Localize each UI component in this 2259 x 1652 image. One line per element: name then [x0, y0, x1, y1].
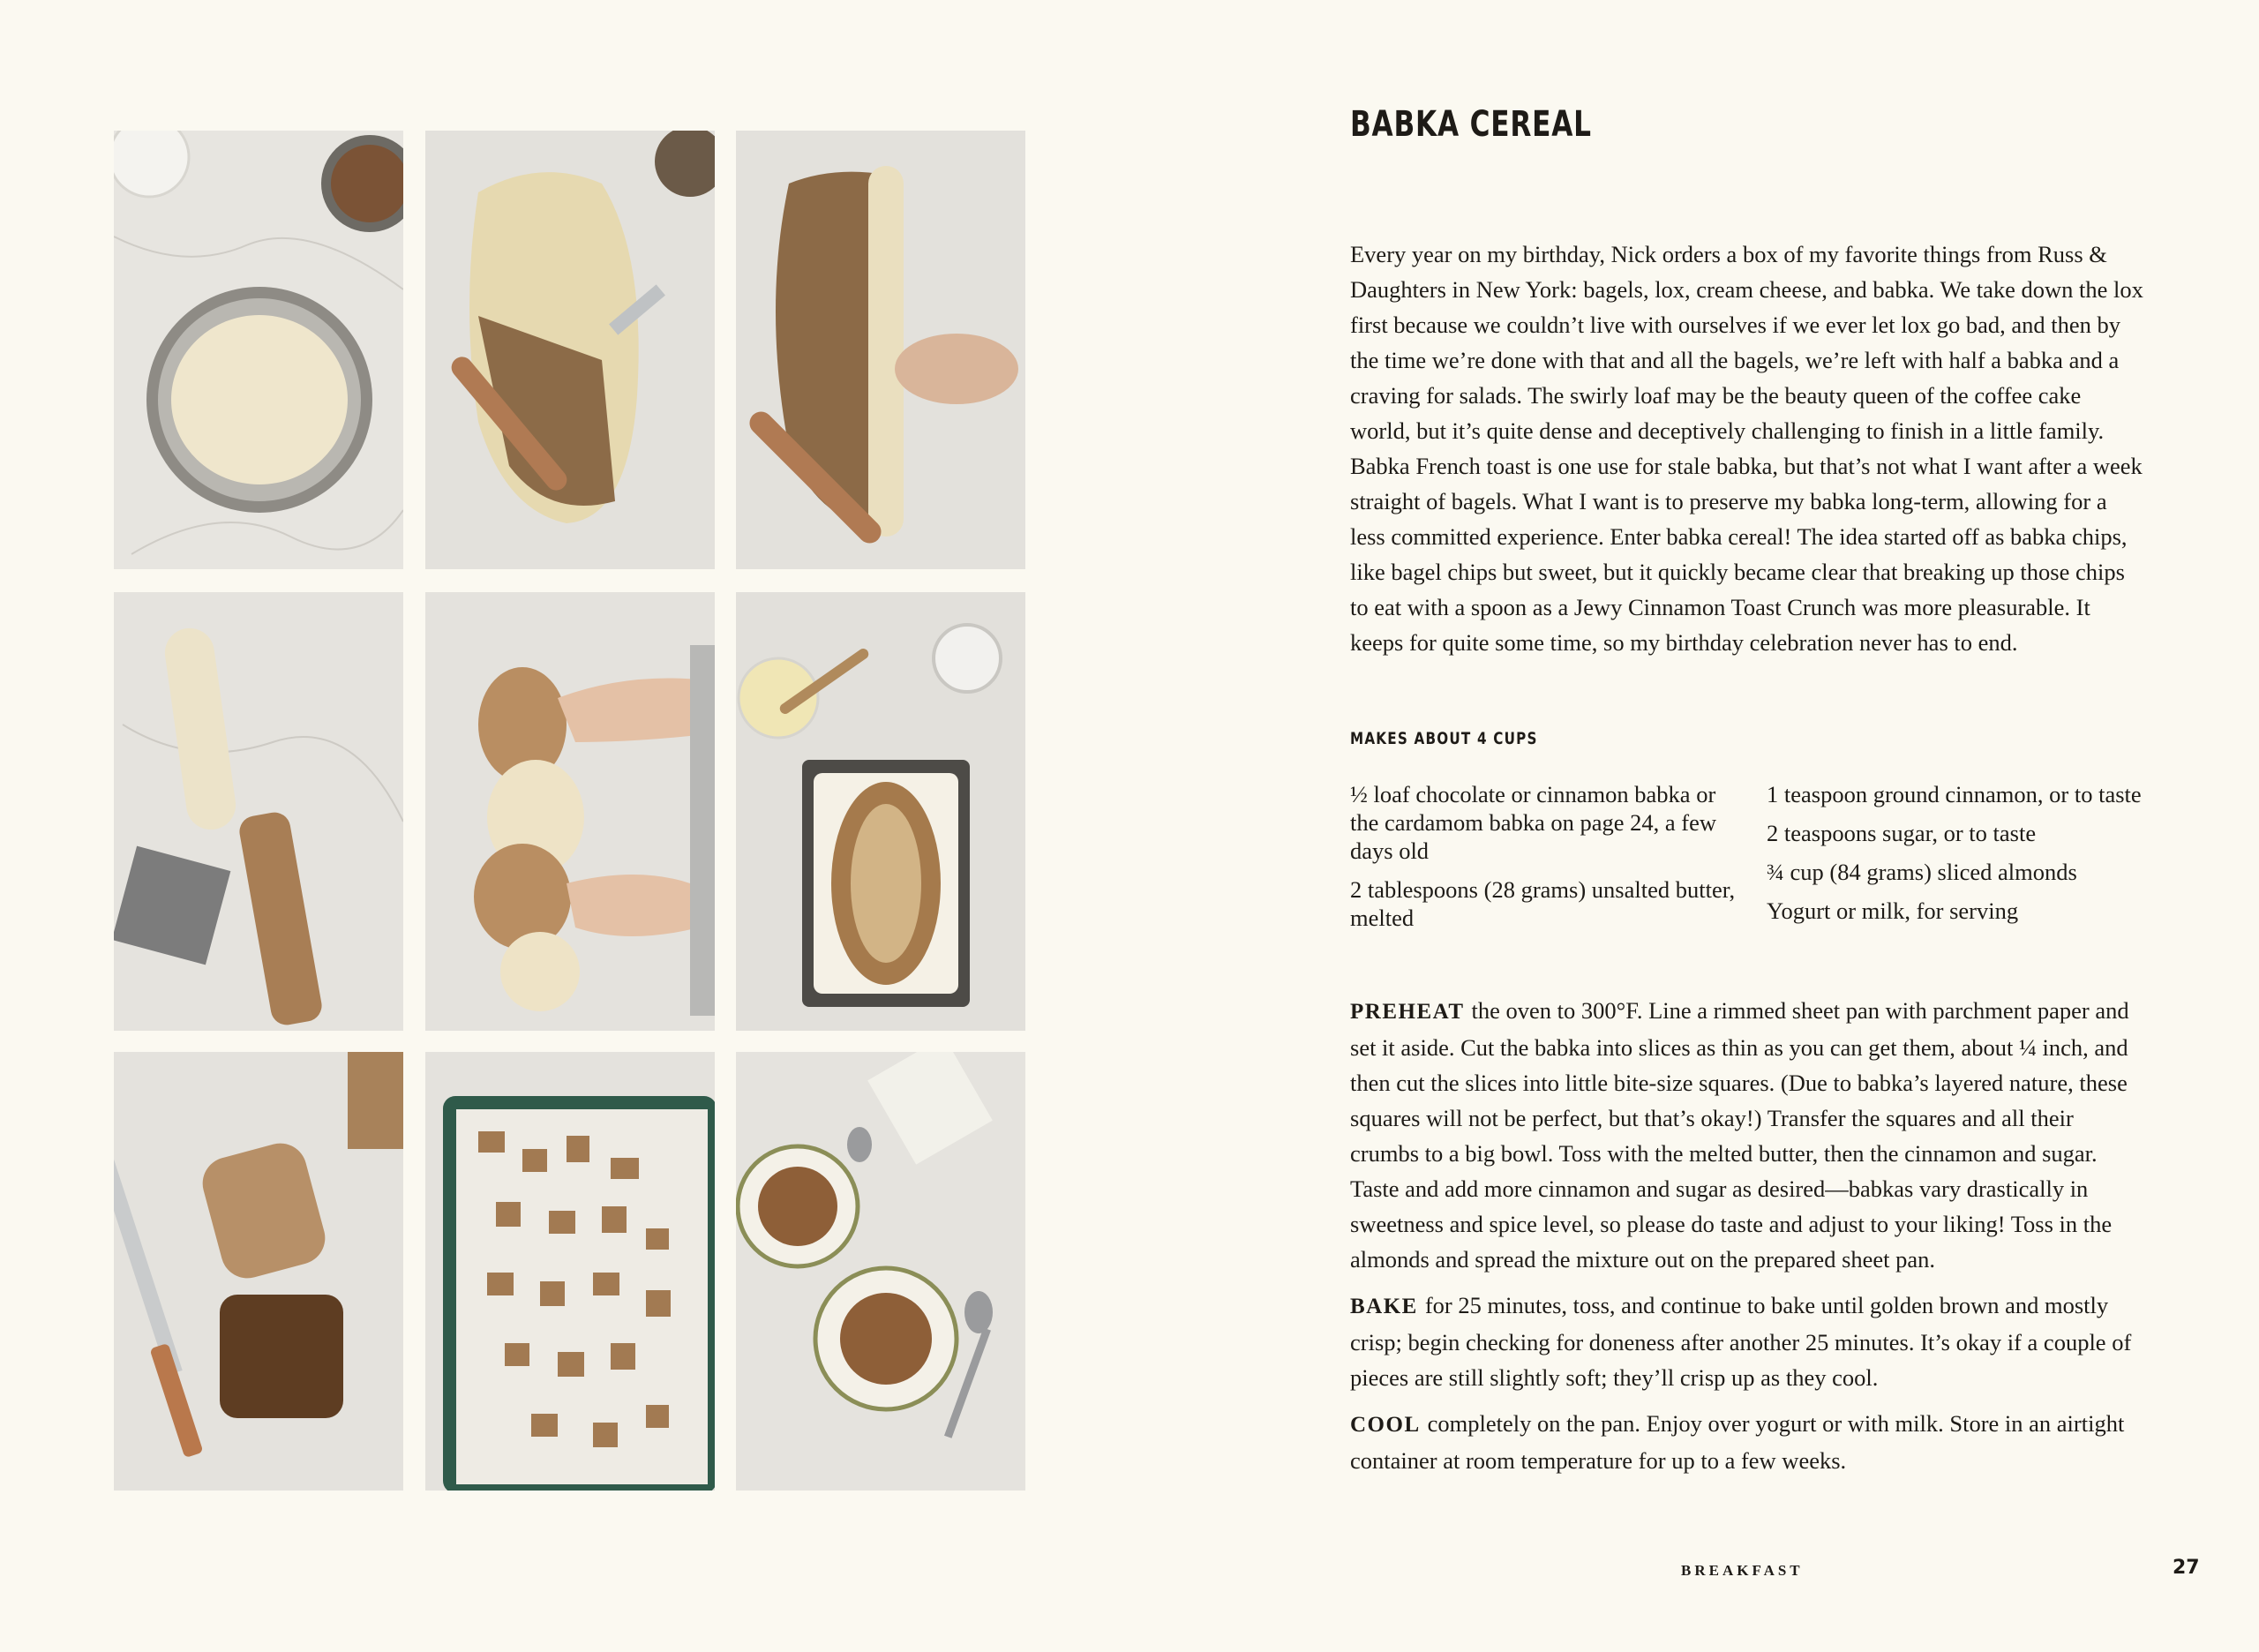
method-step [1350, 993, 2144, 1277]
photo-babka-in-loaf-pan [736, 592, 1025, 1031]
step-lead-word: PREHEAT [1350, 1000, 1465, 1024]
recipe-title: BABKA CEREAL [1350, 104, 1592, 145]
photo-dough-in-bowl [114, 131, 403, 569]
ingredient-item: 2 tablespoons (28 grams) unsalted butter, melted [1350, 876, 1736, 931]
step-text: for 25 minutes, toss, and continue to bake until golden brown and mostly crisp; begin checking for doneness after another 25 minutes. It’s okay if a couple of pieces are still slightly soft; they’ll crisp up as they cool. [1350, 1292, 2132, 1391]
photo-bowls-of-cereal [736, 1052, 1025, 1491]
ingredient-item: ½ loaf chocolate or cinnamon babka or the cardamom babka on page 24, a few days old [1350, 781, 1716, 864]
ingredient-item: 2 teaspoons sugar, or to taste [1767, 820, 2037, 846]
method-step [1350, 1406, 2144, 1478]
step-lead-word: COOL [1350, 1413, 1421, 1437]
method-step [1350, 1288, 2144, 1395]
ingredient-item: 1 teaspoon ground cinnamon, or to taste [1767, 781, 2142, 807]
ingredient-item: ¾ cup (84 grams) sliced almonds [1767, 859, 2077, 885]
step-text: completely on the pan. Enjoy over yogurt or with milk. Store in an airtight container at room temperature for up to a few weeks. [1350, 1410, 2125, 1474]
ingredient-item: Yogurt or milk, for serving [1767, 897, 2019, 924]
photo-sheet-pan-with-squares [425, 1052, 715, 1491]
ingredient-list-left [1350, 780, 1738, 942]
photo-sliced-babka-and-knife [114, 1052, 403, 1491]
ingredient-list-right [1767, 780, 2155, 935]
method-steps [1350, 993, 2144, 1489]
recipe-yield: MAKES ABOUT 4 CUPS [1350, 729, 1538, 748]
recipe-intro: Every year on my birthday, Nick orders a box of my favorite things from Russ & Daughters in New York: bagels, lox, cream cheese, and babka. We take down the lox first because we couldn’t live with ourselves if we ever let lox go bad, and then by the time we’re done with that and all the bagels, we’re left with half a babka and a craving for salads. The swirly loaf may be the beauty queen of the coffee cake world, but it’s quite dense and deceptively challenging to finish in a little family. Babka French toast is one use for stale babka, but that’s not what I want after a week straight of bagels. What I want is to preserve my babka long-term, allowing for a less committed experience. Enter babka cereal! The idea started off as babka chips, like bagel chips but sweet, but it quickly became clear that breaking up those chips to eat with a spoon as a Jewy Cinnamon Toast Crunch was more pleasurable. It keeps for quite some time, so my birthday celebration never has to end. [1350, 241, 2143, 656]
photo-cutting-log [114, 592, 403, 1031]
photo-twisting-babka [425, 592, 715, 1031]
page-number: 27 [2173, 1557, 2200, 1579]
running-footer-section: BREAKFAST [1681, 1562, 1804, 1579]
step-text: the oven to 300°F. Line a rimmed sheet pan with parchment paper and set it aside. Cut the babka into slices as thin as you can get them, about ¼ inch, and then cut the slices into little bite-size squares. (Due to babka’s layered nature, these squares will not be perfect, but that’s okay!) Transfer the squares and all their crumbs to a big bowl. Toss with the melted butter, then the cinnamon and sugar. Taste and add more cinnamon and sugar as desired—babkas vary drastically in sweetness and spice level, so please do taste and adjust to your liking! Toss in the almonds and spread the mixture out on the prepared sheet pan. [1350, 997, 2129, 1273]
photo-rolling-dough [736, 131, 1025, 569]
step-lead-word: BAKE [1350, 1295, 1418, 1318]
photo-spreading-filling [425, 131, 715, 569]
